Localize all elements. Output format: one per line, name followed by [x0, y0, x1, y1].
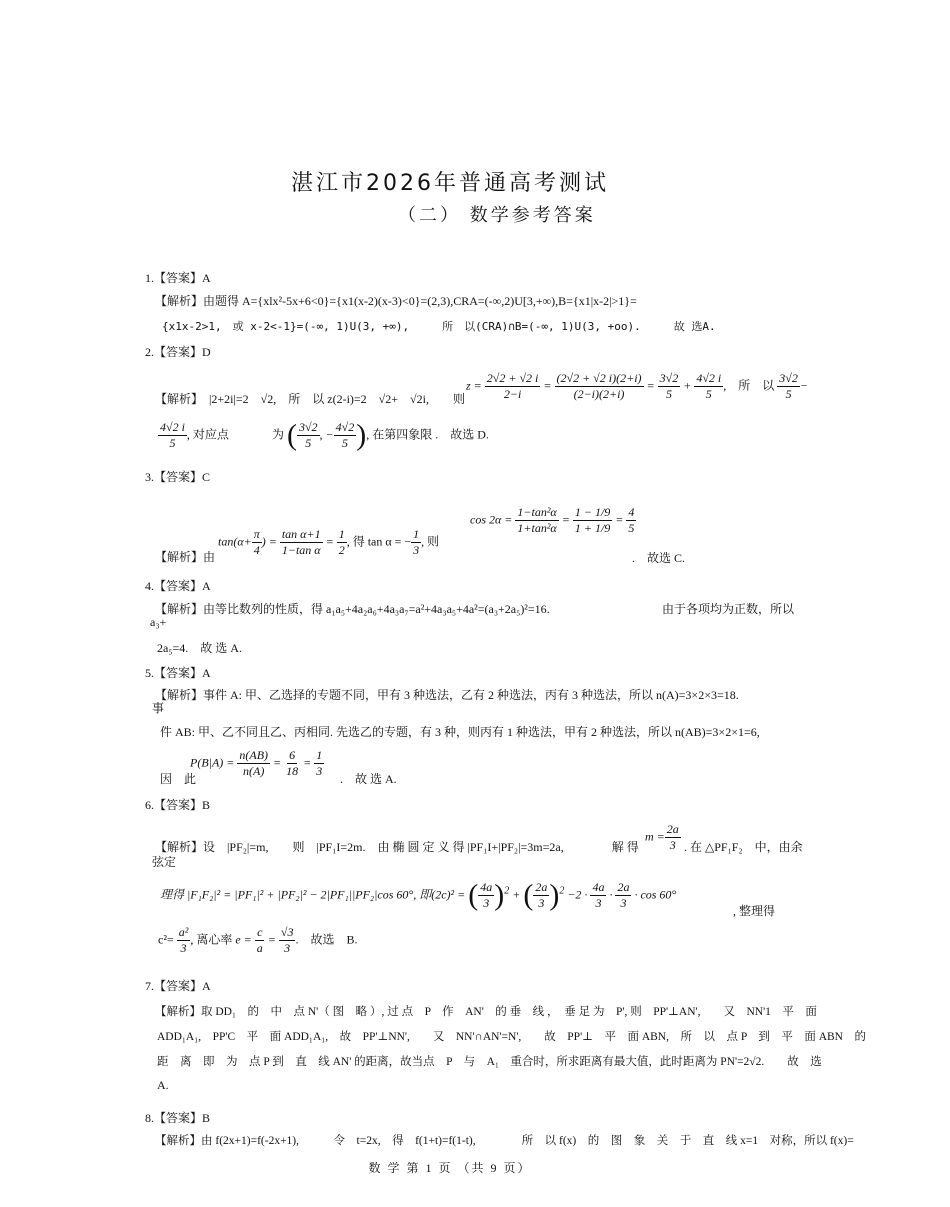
q7-line4: A.: [157, 1078, 169, 1092]
q2-point-x: $\frac{3√2}{5}$: [298, 420, 318, 450]
q2-analysis-a: 【解析】 |2+2i|=2 √2, 所 以 z(2-i)=2 √2+ √2i, 则: [155, 392, 465, 406]
q8-answer: 8.【答案】B: [145, 1111, 211, 1125]
q5-yinci: 因 此: [160, 772, 197, 786]
q2-z-eq: z =: [466, 378, 482, 393]
q6-result: c²= $\frac{\text{a²}}{3}$ , 离心率 e = $\frac{c}{a}$ = $\frac{√3}{3}$ . 故选 B.: [158, 925, 358, 955]
q2-frac4: $\frac{4√2 i}{5}$: [696, 371, 722, 401]
q2-frac1: $\frac{2√2 + √2 i}{2-i}$: [486, 371, 539, 401]
q5-analysis-line1: 【解析】事件 A: 甲、乙选择的专题不同，甲有 3 种选法，乙有 2 种选法，丙有 3 种选法，所以 n(A)=3×2×3=18.: [155, 688, 739, 702]
q7-line3: 距 离 即 为 点 P 到 直 线 AN' 的距离，故当点 P 与 A₁ 重合时，所求距离有最大值，此时距离为 PN'=2√2. 故 选: [157, 1056, 822, 1068]
q2-point-y: $\frac{4√2}{5}$: [335, 420, 355, 450]
q6-cosine-law: 理得 |F₁F₂|² = |PF₁|² + |PF₂|² − 2|PF₁||PF₂|cos 60°, 即(2c)² = ( $\frac{4a}{3}$ )$^2$ + ( $\frac{2a}{3}$ )$^2$ −2 · $\frac{4a}{3}$ · $\frac{2a}{3}$ · cos 60°: [160, 878, 677, 912]
q4-analysis-line2: 2a₅=4. 故 选 A.: [157, 641, 242, 655]
q5-analysis-line1b: 事: [152, 701, 165, 715]
q5-tail: . 故 选 A.: [340, 772, 397, 786]
q5-probability-eq: P(B|A) = $\frac{n(AB)}{n(A)}$ = $\frac{6}{18}$ = $\frac{1}{3}$: [190, 748, 323, 778]
q1-analysis-line1: 【解析】由题得 A={xlx²-5x+6<0}={x1(x-2)(x-3)<0}=(2,3),CRA=(-∞,2)U[3,+∞),B={x1|x-2|>1}=: [155, 294, 637, 308]
q2-equation: z = $\frac{2√2 + √2 i}{2-i}$ = $\frac{(2√2 + √2 i)(2+i)}{(2-i)(2+i)}$ = $\frac{3√2}{5}$ + $\frac{4√2 i}{5}$ , 所 以 $\frac{3√2}{5}$ −: [466, 371, 808, 401]
q7-line2: ADD₁A₁, PP'C 平 面 ADD₁A₁, 故 PP'⊥NN', 又 NN'∩AN'=N', 故 PP'⊥ 平 面 ABN, 所 以 点 P 到 平 面 ABN 的: [157, 1031, 866, 1043]
q2-frac2: $\frac{(2√2 + √2 i)(2+i)}{(2-i)(2+i)}$: [556, 371, 642, 401]
q4-answer: 4.【答案】A: [145, 579, 211, 593]
q2-frac5: $\frac{3√2}{5}$: [779, 371, 798, 401]
q6-analysis-line1: 【解析】设 |PF₂|=m, 则 |PF₁I=2m. 由 椭 圆 定 义 得 |PF₁I+|PF₂|=3m=2a, 解 得: [155, 840, 639, 854]
q4-analysis-line1c: a₃+: [150, 615, 167, 629]
q3-tan-eq: tan(α+ $\frac{\pi}{4}$ ) = $\frac{\text{tan α+1}}{\text{1−tan α}}$ = $\frac{1}{2}$ , 得 tan α = − $\frac{1}{3}$ , 则: [218, 527, 440, 557]
q1-analysis-line2: {x1x-2>1, 或 x-2<-1}=(-∞, 1)U(3, +∞), 所 以(CRA)∩B=(-∞, 1)U(3, +oo). 故 选A.: [162, 320, 716, 333]
q2-frac3: $\frac{3√2}{5}$: [659, 371, 679, 401]
q3-tail: . 故选 C.: [632, 551, 686, 565]
page-footer: 数 学 第 1 页 （共 9 页）: [368, 1161, 532, 1175]
q6-zhengli: , 整理得: [733, 904, 776, 918]
q1-answer: 1.【答案】A: [145, 271, 211, 285]
q2-line2: $\frac{4√2 i}{5}$ , 对应点 为 ( $\frac{3√2}{5}$ , − $\frac{4√2}{5}$ ), 在第四象限 . 故选 D.: [160, 418, 489, 452]
q3-cos-eq: cos 2α = $\frac{\text{1−tan²α}}{\text{1+tan²α}}$ = $\frac{1 - 1/9}{1 + 1/9}$ = $\frac{4}{5}$: [470, 505, 635, 535]
q4-analysis-line1: 【解析】由等比数列的性质，得 a₁a₅+4a₂a₆+4a₃a₇=a²+4a₃a₅+4a²=(a₃+2a₅)²=16.: [155, 602, 550, 616]
q4-analysis-line1b: 由于各项均为正数，所以: [662, 602, 795, 616]
q8-line1: 【解析】由 f(2x+1)=f(-2x+1), 令 t=2x, 得 f(1+t)=f(1-t), 所 以 f(x) 的 图 象 关 于 直 线 x=1 对称，所以 f(x)=: [155, 1135, 854, 1147]
q2-frac6: $\frac{4√2 i}{5}$: [160, 420, 185, 450]
q6-answer: 6.【答案】B: [145, 798, 211, 812]
q6-analysis-line1c: 弦定: [152, 855, 177, 869]
q5-answer: 5.【答案】A: [145, 666, 211, 680]
q6-analysis-line1b: . 在 △PF₁F₂ 中，由余: [684, 840, 803, 854]
q6-m-eq: m = $\frac{2a}{3}$: [645, 822, 679, 852]
page-title: 湛江市2026年普通高考测试: [291, 171, 609, 196]
q5-analysis-line2: 件 AB: 甲、乙不同且乙、丙相同. 先选乙的专题，有 3 种，则丙有 1 种选法，甲有 2 种选法，所以 n(AB)=3×2×1=6,: [160, 725, 760, 739]
q2-answer: 2.【答案】D: [145, 345, 211, 359]
page-subtitle: （二） 数学参考答案: [398, 205, 596, 226]
q7-answer: 7.【答案】A: [145, 979, 211, 993]
q7-line1: 【解析】取 DD₁ 的 中 点 N'（ 图 略 ）, 过 点 P 作 AN' 的 垂 线 ， 垂 足 为 P', 则 PP'⊥AN', 又 NN'1 平 面: [155, 1006, 817, 1018]
q3-analysis-a: 【解析】由: [155, 550, 216, 564]
q3-answer: 3.【答案】C: [145, 470, 211, 484]
